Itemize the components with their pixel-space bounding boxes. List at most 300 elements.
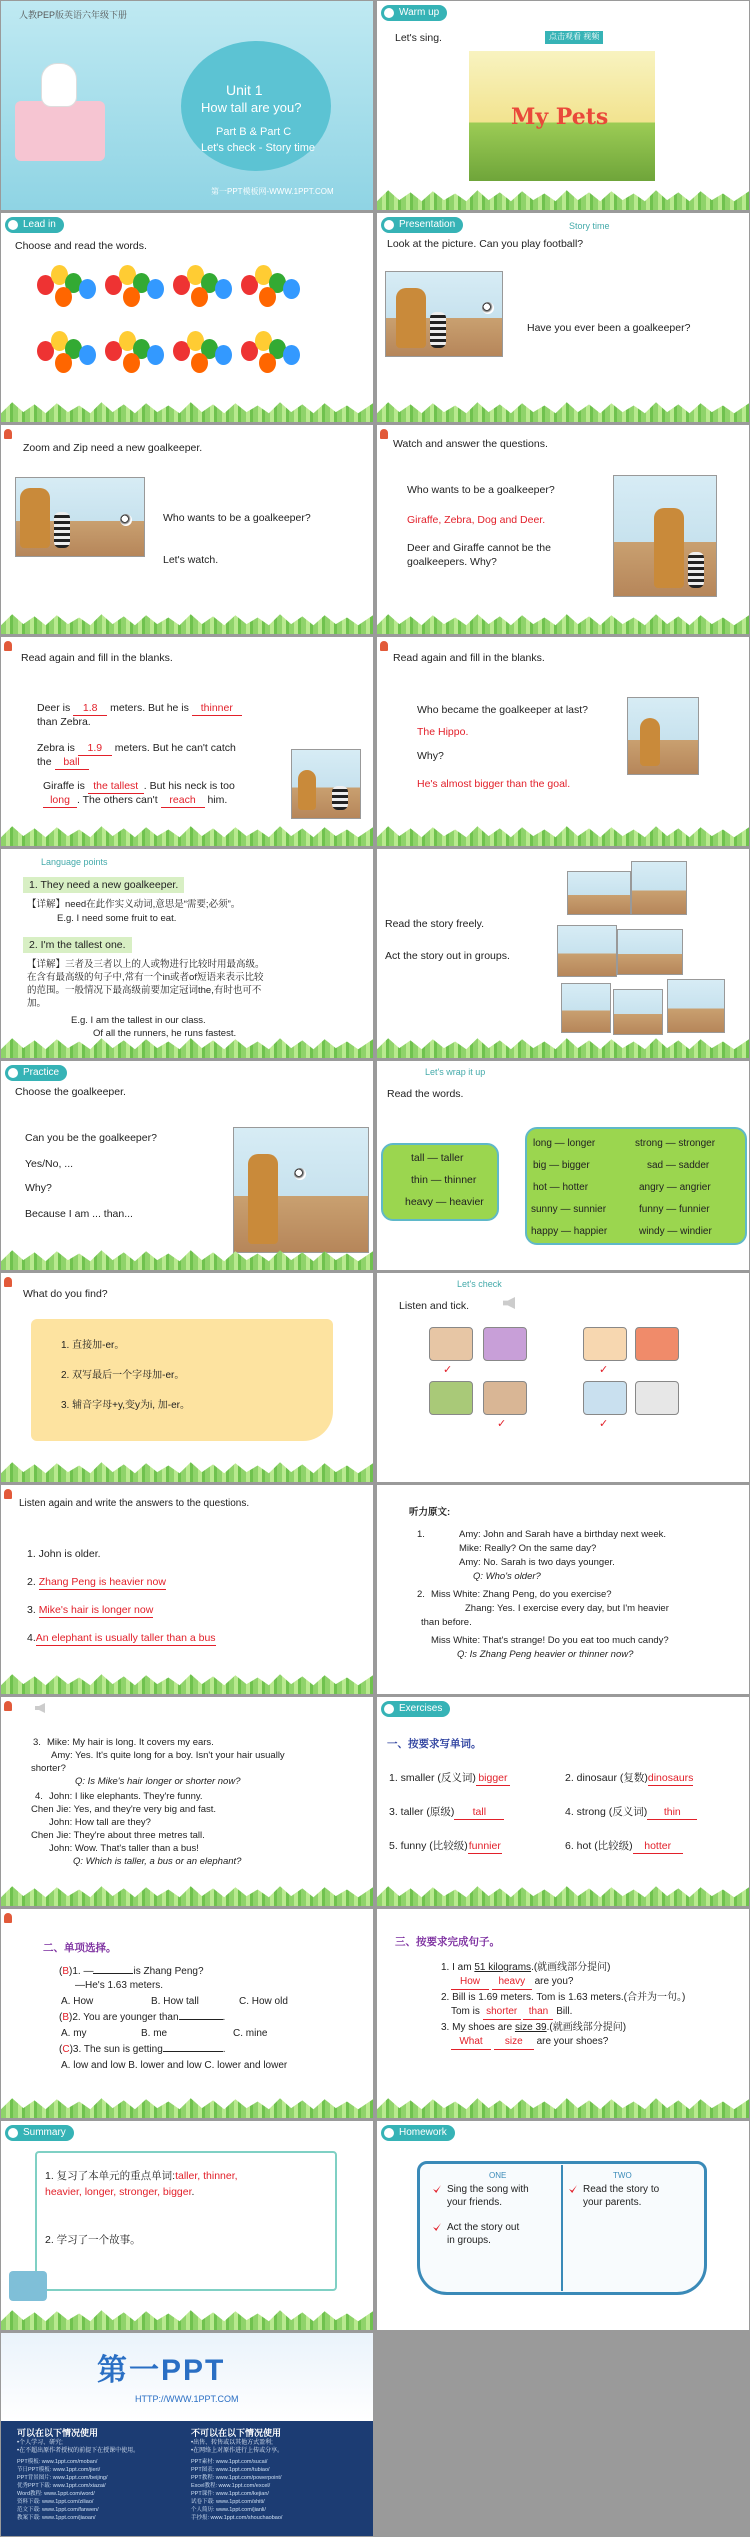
slide-fill-blanks-1 xyxy=(1,637,373,846)
homework-3: Read the story to xyxy=(583,2184,660,2195)
section-tab: Summary xyxy=(5,2125,74,2141)
giraffe-illustration xyxy=(248,1154,278,1244)
resource-link[interactable]: 手抄报: www.1ppt.com/shouchaobao/ xyxy=(191,2515,283,2521)
answer-1: 1. John is older. xyxy=(27,1548,101,1560)
story-picture xyxy=(627,697,699,775)
forbidden-item: •在网络上对原作进行上传或分享。 xyxy=(191,2448,284,2454)
instruction: Read again and fill in the blanks. xyxy=(21,652,173,664)
grass-decoration xyxy=(1,1460,373,1482)
word-pair: sad — sadder xyxy=(647,1160,710,1171)
resource-link[interactable]: 个人简历: www.1ppt.com/jianli/ xyxy=(191,2507,266,2513)
slide-cover xyxy=(1,1,373,210)
balloons-icon[interactable] xyxy=(173,265,237,317)
slide-presentation xyxy=(377,213,749,422)
text: is Zhang Peng? xyxy=(133,1966,204,1977)
keywords: taller, thinner, xyxy=(175,2170,238,2182)
section-tab: Presentation xyxy=(381,217,463,233)
prompt: 6. hot (比较级) xyxy=(565,1840,633,1852)
instruction: Listen again and write the answers to the questions. xyxy=(19,1498,250,1509)
kid-icon xyxy=(4,1489,12,1499)
text: 1. 复习了本单元的重点单词: xyxy=(45,2170,176,2182)
sentence-3 xyxy=(43,779,235,794)
kid-icon xyxy=(380,641,388,651)
site-url: HTTP://WWW.1PPT.COM xyxy=(135,2394,239,2404)
answer: tall xyxy=(454,1805,504,1820)
resource-link[interactable]: Excel教程: www.1ppt.com/excel/ xyxy=(191,2483,271,2489)
slide-transcript-2 xyxy=(1,1697,373,1906)
exercise-heading: 二、单项选择。 xyxy=(43,1942,117,1954)
example: E.g. I need some fruit to eat. xyxy=(57,913,177,924)
section-tab: Lead in xyxy=(5,217,64,233)
story-picture xyxy=(15,477,145,557)
slide-watch-answer xyxy=(377,425,749,634)
grass-decoration xyxy=(377,824,749,846)
word-pair: happy — happier xyxy=(531,1226,608,1237)
slide-homework xyxy=(377,2121,749,2330)
exercise-item xyxy=(565,1839,683,1854)
question: Can you be the goalkeeper? xyxy=(25,1132,157,1144)
sentence-2-answer xyxy=(451,2005,572,2020)
sentence-1-answer xyxy=(451,1975,573,1990)
bracket: ( xyxy=(59,1966,63,1977)
prompt: 4. strong (反义词) xyxy=(565,1806,648,1818)
item-number: 2. xyxy=(417,1589,425,1600)
word-pair: thin — thinner xyxy=(411,1174,477,1186)
instruction: Choose and read the words. xyxy=(15,240,147,252)
item-number: 4. xyxy=(35,1791,43,1802)
resource-link[interactable]: 试卷下载: www.1ppt.com/shiti/ xyxy=(191,2499,265,2505)
text: )3. The sun is getting xyxy=(69,2044,163,2055)
rule-3: 3. 辅音字母+y,变y为i, 加-er。 xyxy=(61,1400,190,1411)
boy-face-5[interactable] xyxy=(483,1381,527,1415)
rule-2: 2. 双写最后一个字母加-er。 xyxy=(61,1370,185,1381)
sentence-3 xyxy=(441,2021,626,2035)
resource-link[interactable]: Word教程: www.1ppt.com/word/ xyxy=(17,2491,95,2497)
zebra-illustration xyxy=(332,786,348,810)
allowed-item: •在不超出原作者授权的前提下在授课中使用。 xyxy=(17,2448,140,2454)
transcript-line: Miss White: Zhang Peng, do you exercise? xyxy=(431,1589,612,1600)
tick-mark: ✓ xyxy=(599,1418,609,1430)
word-pair: strong — stronger xyxy=(635,1138,716,1149)
answer: C xyxy=(62,2044,70,2055)
explanation: 【详解】need在此作实义动词,意思是“需要;必须”。 xyxy=(27,899,241,910)
item-number: 1. xyxy=(417,1529,425,1540)
kid-icon xyxy=(380,429,388,439)
blank-answer: the tallest xyxy=(88,779,144,794)
song-title: My Pets xyxy=(511,104,609,130)
answer-text: An elephant is usually taller than a bus xyxy=(36,1631,216,1646)
transcript-line: John: Wow. That's taller than a bus! xyxy=(49,1843,199,1854)
giraffe-illustration xyxy=(298,770,316,810)
word-pair: angry — angrier xyxy=(639,1182,711,1193)
homework-1: your friends. xyxy=(447,2197,503,2208)
transcript-line: Chen Jie: Yes, and they're very big and fast. xyxy=(31,1804,217,1815)
keywords: heavier, longer, stronger, bigger xyxy=(45,2186,192,2198)
answer-frame: Yes/No, ... xyxy=(25,1158,74,1170)
answer: hotter xyxy=(633,1839,683,1854)
column-label: TWO xyxy=(613,2171,632,2180)
story-picture xyxy=(385,271,503,357)
homework-2: Act the story out xyxy=(447,2222,520,2233)
text: 1. I am xyxy=(441,1962,472,1973)
resource-link[interactable]: PPT模板: www.1ppt.com/moban/ xyxy=(17,2459,98,2465)
goal-picture xyxy=(233,1127,369,1253)
text: . But his neck is too xyxy=(143,780,235,792)
story-frame-1 xyxy=(567,871,631,915)
grass-decoration xyxy=(1,2308,373,2330)
answer-2 xyxy=(27,1575,166,1590)
forbidden-item: •出售、转售或以其他方式盈利; xyxy=(191,2440,273,2446)
text: Deer is xyxy=(37,702,71,714)
slide-exercises xyxy=(377,1697,749,1906)
story-frame-7 xyxy=(667,979,725,1033)
slide-story-intro xyxy=(1,425,373,634)
zebra-illustration xyxy=(688,552,704,588)
prompt: 5. funny (比较级) xyxy=(389,1840,468,1852)
kid-icon xyxy=(4,429,12,439)
text: . xyxy=(222,2012,226,2023)
answer: How xyxy=(451,1975,489,1990)
transcript-line: Zhang: Yes. I exercise every day, but I'm heavier xyxy=(465,1603,669,1614)
site-label: 第一PPT模板网-WWW.1PPT.COM xyxy=(211,187,334,196)
answer: shorter xyxy=(483,2005,521,2020)
grass-decoration xyxy=(377,1036,749,1058)
transcript-line: Amy: John and Sarah have a birthday next week. xyxy=(459,1529,667,1540)
exercise-item xyxy=(565,1805,697,1820)
transcript-line: John: I like elephants. They're funny. xyxy=(49,1791,203,1802)
balloons-icon[interactable] xyxy=(241,331,305,383)
sentence-1-cont: than Zebra. xyxy=(37,716,91,728)
question: Have you ever been a goalkeeper? xyxy=(527,322,691,334)
section-tab: Practice xyxy=(5,1065,67,1081)
rabbit-illustration xyxy=(41,63,77,107)
books-icon xyxy=(9,2271,47,2301)
instruction: Read the story freely. xyxy=(385,918,485,930)
answer-frame: Because I am ... than... xyxy=(25,1208,133,1220)
answer: heavy xyxy=(492,1975,532,1990)
grass-decoration xyxy=(377,2096,749,2118)
balloons-icon[interactable] xyxy=(105,331,169,383)
answer: bigger xyxy=(476,1771,510,1786)
section-tab: Homework xyxy=(381,2125,455,2141)
resource-link[interactable]: 节日PPT模板: www.1ppt.com/jieri/ xyxy=(17,2467,101,2473)
example: E.g. I am the tallest in our class. xyxy=(71,1015,206,1026)
football-icon xyxy=(120,514,132,526)
grass-decoration xyxy=(1,1884,373,1906)
homework-2: in groups. xyxy=(447,2235,491,2246)
slide-1ppt-credits xyxy=(1,2333,373,2536)
explanation: 在含有最高级的句子中,常有一个in或者of短语来表示比较 xyxy=(27,972,264,983)
boy-face-4[interactable] xyxy=(429,1381,473,1415)
resource-link[interactable]: PPT背景图片: www.1ppt.com/beijing/ xyxy=(17,2475,108,2481)
sentence-1 xyxy=(37,701,242,716)
giraffe-illustration xyxy=(640,718,660,766)
allowed-item: •个人学习、研究; xyxy=(17,2440,63,2446)
text: Tom is xyxy=(451,2006,480,2017)
text: . xyxy=(191,2186,195,2198)
story-picture xyxy=(613,475,717,597)
slide-language-points xyxy=(1,849,373,1058)
grass-decoration xyxy=(377,400,749,422)
forbidden-heading: 不可以在以下情况使用 xyxy=(191,2428,282,2438)
word-pair: long — longer xyxy=(533,1138,596,1149)
slide-summary xyxy=(1,2121,373,2330)
option: A. my xyxy=(61,2028,87,2039)
section-tab: Exercises xyxy=(381,1701,450,1717)
section-label: Story time xyxy=(569,221,610,231)
blank-answer: 1.9 xyxy=(78,741,112,756)
1ppt-logo: 第一PPT xyxy=(97,2354,226,2387)
text: .(就画线部分提问) xyxy=(546,2022,627,2033)
sentence-2 xyxy=(37,741,236,756)
sentence-3-cont xyxy=(43,793,227,808)
homework-1: Sing the song with xyxy=(447,2184,529,2195)
story-frame-3 xyxy=(557,925,617,977)
prompt: 2. dinosaur (复数) xyxy=(565,1772,648,1784)
question: Who wants to be a goalkeeper? xyxy=(163,512,311,524)
grass-decoration xyxy=(377,1884,749,1906)
transcript-line: Amy: Yes. It's quite long for a boy. Isn't your hair usually xyxy=(51,1750,285,1761)
grass-decoration xyxy=(1,2096,373,2118)
section-tab: Warm up xyxy=(381,5,447,21)
balloons-icon[interactable] xyxy=(173,331,237,383)
section-label: Language points xyxy=(41,857,108,867)
transcript-heading: 听力原文: xyxy=(409,1507,451,1518)
word-pair: funny — funnier xyxy=(639,1204,710,1215)
question: Why? xyxy=(417,750,444,762)
question: Deer and Giraffe cannot be the xyxy=(407,542,551,554)
answer: dinosaurs xyxy=(648,1771,694,1786)
story-frame-4 xyxy=(617,929,683,975)
exercise-item xyxy=(565,1771,693,1786)
tick-mark: ✓ xyxy=(443,1364,453,1376)
boy-face-1[interactable] xyxy=(429,1327,473,1361)
transcript-line: than before. xyxy=(421,1617,472,1628)
prompt: 3. taller (原级) xyxy=(389,1806,455,1818)
resource-link[interactable]: 教案下载: www.1ppt.com/jiaoan/ xyxy=(17,2515,96,2521)
text: )1. — xyxy=(69,1966,94,1977)
balloons-icon[interactable] xyxy=(37,265,101,317)
balloons-icon[interactable] xyxy=(241,265,305,317)
story-picture xyxy=(291,749,361,819)
resource-link[interactable]: PPT教程: www.1ppt.com/powerpoint/ xyxy=(191,2475,282,2481)
summary-line-1b xyxy=(45,2185,194,2199)
transcript-line: Mike: Really? On the same day? xyxy=(459,1543,597,1554)
elephant-picture[interactable] xyxy=(583,1381,627,1415)
unit-label: Unit 1 xyxy=(226,82,263,98)
word-pair: sunny — sunnier xyxy=(531,1204,607,1215)
tick-mark: ✓ xyxy=(497,1418,507,1430)
text: are you? xyxy=(534,1976,574,1987)
publisher: 人教PEP版英语六年级下册 xyxy=(19,10,128,20)
underlined: 51 kilograms xyxy=(474,1962,532,1973)
exercise-heading: 一、按要求写单词。 xyxy=(387,1738,482,1750)
word-pair: heavy — heavier xyxy=(405,1196,484,1208)
instruction: Watch and answer the questions. xyxy=(393,438,548,450)
point-1: 1. They need a new goalkeeper. xyxy=(23,877,184,893)
slide-wrap-up xyxy=(377,1061,749,1270)
instruction: Let's watch. xyxy=(163,554,219,566)
option: A. How xyxy=(61,1996,94,2007)
item-number: 3. xyxy=(33,1737,41,1748)
tick-mark: ✓ xyxy=(599,1364,609,1376)
bracket: ( xyxy=(59,2044,63,2055)
text: Zebra is xyxy=(37,742,75,754)
resource-link[interactable]: 资料下载: www.1ppt.com/ziliao/ xyxy=(17,2499,94,2505)
question: goalkeepers. Why? xyxy=(407,556,497,568)
sentence-2: 2. Bill is 1.69 meters. Tom is 1.63 meters.(合并为一句。) xyxy=(441,1992,686,2003)
instruction: Read again and fill in the blanks. xyxy=(393,652,545,664)
part-label: Part B & Part C xyxy=(216,126,292,138)
slide-find-rules xyxy=(1,1273,373,1482)
sentence-2-cont xyxy=(37,755,89,770)
word-pair: big — bigger xyxy=(533,1160,590,1171)
option: C. How old xyxy=(239,1996,288,2007)
question-3 xyxy=(59,2043,226,2057)
explanation: 【详解】三者及三者以上的人或物进行比较时用最高级。 xyxy=(27,959,265,970)
resource-link[interactable]: PPT素材: www.1ppt.com/sucai/ xyxy=(191,2459,268,2465)
underlined: size 39 xyxy=(514,2022,547,2033)
bracket: ( xyxy=(59,2012,63,2023)
answer: than xyxy=(523,2005,553,2020)
explanation: 加。 xyxy=(27,998,47,1009)
giraffe-illustration xyxy=(654,508,684,588)
answer-text: Mike's hair is longer now xyxy=(39,1603,154,1618)
slide-multiple-choice xyxy=(1,1909,373,2118)
audio-icon[interactable] xyxy=(35,1703,45,1713)
story-frame-5 xyxy=(561,983,611,1033)
answer: Giraffe, Zebra, Dog and Deer. xyxy=(407,514,546,526)
story-frame-6 xyxy=(613,989,663,1035)
answer: thin xyxy=(647,1805,697,1820)
lesson-title: How tall are you? xyxy=(201,100,302,115)
story-frame-2 xyxy=(631,861,687,915)
transcript-line: John: How tall are they? xyxy=(49,1817,151,1828)
column-label: ONE xyxy=(489,2171,507,2180)
transcript-question: Q: Is Zhang Peng heavier or thinner now? xyxy=(457,1649,634,1660)
answer: The Hippo. xyxy=(417,726,469,738)
grass-decoration xyxy=(1,1672,373,1694)
resource-link[interactable]: 范文下载: www.1ppt.com/fanwen/ xyxy=(17,2507,99,2513)
explanation: 的范围。一般情况下最高级前要加定冠词the,有时也可不 xyxy=(27,985,262,996)
exercise-item xyxy=(389,1805,504,1820)
balloons-icon[interactable] xyxy=(37,331,101,383)
text: .(就画线部分提问) xyxy=(531,1962,611,1973)
section-label: Let's check xyxy=(457,1279,502,1289)
transcript-line: Miss White: That's strange! Do you eat too much candy? xyxy=(431,1635,669,1646)
slide-lets-check xyxy=(377,1273,749,1482)
girl-face[interactable] xyxy=(483,1327,527,1361)
resource-link[interactable]: PPT图表: www.1ppt.com/tubiao/ xyxy=(191,2467,270,2473)
grass-decoration xyxy=(377,188,749,210)
summary-line-2: 2. 学习了一个故事。 xyxy=(45,2234,141,2246)
exercise-heading: 三、按要求完成句子。 xyxy=(395,1936,500,1948)
text: . The others can't xyxy=(77,794,158,806)
text: the xyxy=(37,756,52,768)
giraffe-illustration xyxy=(396,288,426,348)
question: Who wants to be a goalkeeper? xyxy=(407,484,555,496)
resource-link[interactable]: 优秀PPT下载: www.1ppt.com/xiazai/ xyxy=(17,2483,106,2489)
transcript-question: Q: Who's older? xyxy=(473,1571,541,1582)
zebra-illustration xyxy=(54,512,70,548)
text: him. xyxy=(207,794,228,806)
slide-complete-sentences xyxy=(377,1909,749,2118)
text: Bill. xyxy=(556,2006,573,2017)
answer-3 xyxy=(27,1603,153,1618)
grass-decoration xyxy=(1,400,373,422)
text: . xyxy=(222,2044,226,2055)
text: 3. My shoes are xyxy=(441,2022,513,2033)
boy-face-3[interactable] xyxy=(635,1327,679,1361)
question-1 xyxy=(59,1965,204,1979)
bus-picture[interactable] xyxy=(635,1381,679,1415)
video-badge[interactable]: 点击观看 视频 xyxy=(545,31,603,44)
balloons-icon[interactable] xyxy=(105,265,169,317)
slide-fill-blanks-2 xyxy=(377,637,749,846)
instruction: Listen and tick. xyxy=(399,1300,470,1312)
song-video[interactable] xyxy=(469,51,655,181)
section-label: Let's wrap it up xyxy=(425,1067,486,1077)
book-spine xyxy=(561,2165,563,2291)
summary-line-1 xyxy=(45,2169,238,2183)
transcript-question: Q: Which is taller, a bus or an elephant? xyxy=(73,1856,242,1867)
point-2: 2. I'm the tallest one. xyxy=(23,937,132,953)
answer: funnier xyxy=(468,1839,502,1854)
question: Look at the picture. Can you play football? xyxy=(387,238,584,250)
option: B. me xyxy=(141,2028,168,2039)
text: meters. But he can't catch xyxy=(114,742,236,754)
instruction: Choose the goalkeeper. xyxy=(15,1086,126,1098)
option: C. mine xyxy=(233,2028,268,2039)
question-1-reply: —He's 1.63 meters. xyxy=(75,1980,164,1991)
transcript-question: Q: Is Mike's hair longer or shorter now? xyxy=(75,1776,241,1787)
sentence-1 xyxy=(441,1961,611,1975)
football-icon xyxy=(482,302,494,314)
sentence-3-answer xyxy=(451,2035,608,2050)
zebra-illustration xyxy=(430,312,446,348)
homework-3: your parents. xyxy=(583,2197,642,2208)
options: A. low and low B. lower and low C. lower and lower xyxy=(61,2060,288,2071)
number: 4. xyxy=(27,1632,36,1644)
kid-icon xyxy=(4,641,12,651)
boy-face-2[interactable] xyxy=(583,1327,627,1361)
football-icon xyxy=(294,1168,306,1180)
answer-text: Zhang Peng is heavier now xyxy=(39,1575,166,1590)
transcript-line: Chen Jie: They're about three metres tall. xyxy=(31,1830,205,1841)
books-illustration xyxy=(15,101,105,161)
text: meters. But he is xyxy=(110,702,189,714)
giraffe-illustration xyxy=(20,488,50,548)
answer-4 xyxy=(27,1631,216,1646)
word-pair: hot — hotter xyxy=(533,1182,589,1193)
word-pair: windy — windier xyxy=(639,1226,712,1237)
story-line: Zoom and Zip need a new goalkeeper. xyxy=(23,442,203,454)
text: )2. You are younger than xyxy=(69,2012,179,2023)
kid-icon xyxy=(4,1277,12,1287)
slide-warm-up xyxy=(377,1,749,210)
number: 2. xyxy=(27,1576,36,1588)
resource-link[interactable]: PPT课件: www.1ppt.com/kejian/ xyxy=(191,2491,269,2497)
slide-read-act xyxy=(377,849,749,1058)
option: B. How tall xyxy=(151,1996,199,2007)
word-pair: tall — taller xyxy=(411,1152,464,1164)
answer: He's almost bigger than the goal. xyxy=(417,778,571,790)
subtitle: Let's check - Story time xyxy=(201,142,315,154)
prompt: 1. smaller (反义词) xyxy=(389,1772,476,1784)
exercise-item xyxy=(389,1771,510,1786)
blank-answer: reach xyxy=(161,793,205,808)
audio-icon[interactable] xyxy=(503,1297,515,1309)
